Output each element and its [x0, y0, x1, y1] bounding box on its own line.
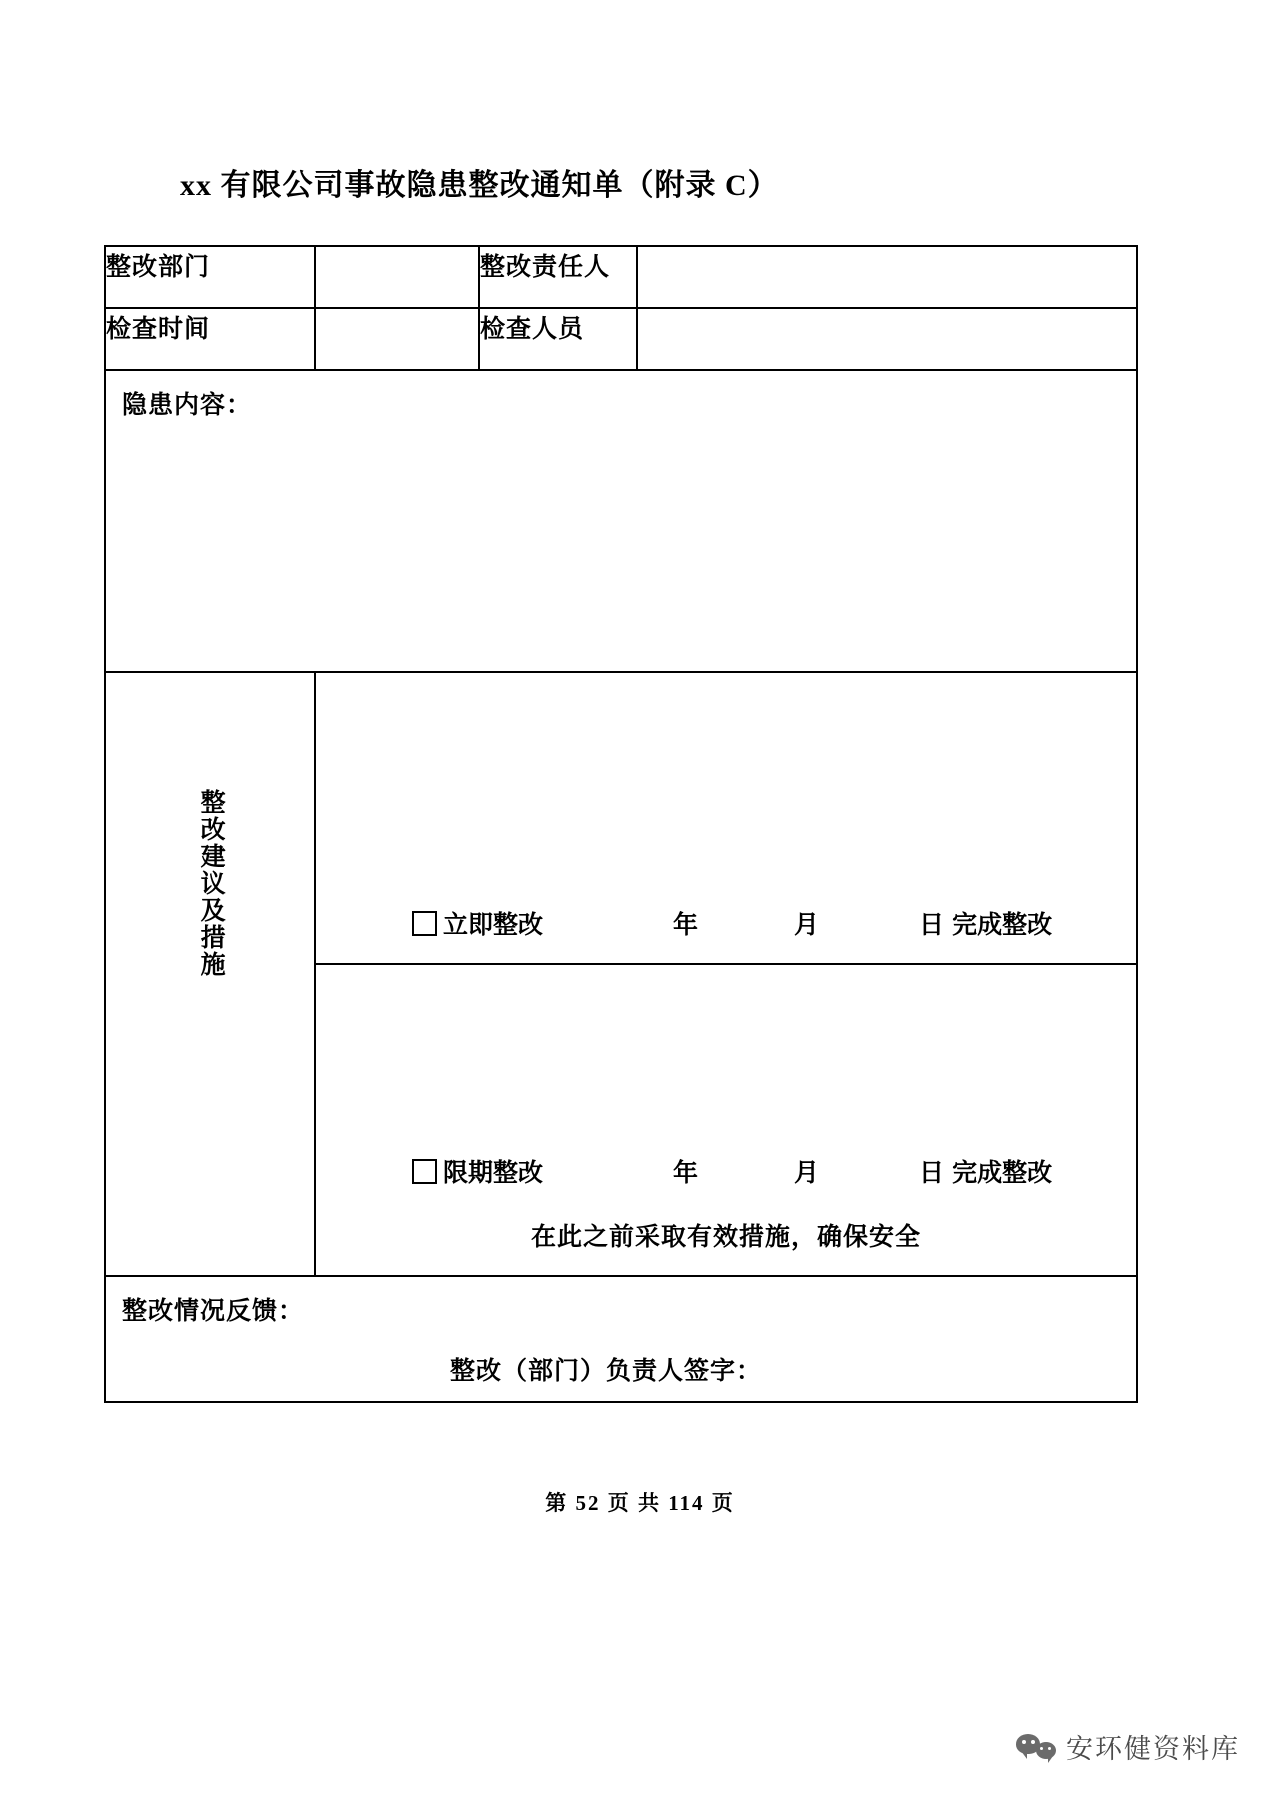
checkbox-immediate-rectification[interactable]	[412, 911, 437, 936]
label-rectification-department: 整改部门	[105, 246, 315, 308]
page-number-footer: 第 52 页 共 114 页	[545, 1491, 735, 1515]
label-hazard-content: 隐患内容：	[122, 392, 253, 419]
label-inspector: 检查人员	[479, 308, 637, 370]
text-complete-deadline: 完成整改	[952, 1160, 1053, 1187]
watermark	[1016, 1727, 1240, 1766]
unit-month-immediate: 月	[794, 912, 820, 939]
table-row	[105, 672, 1137, 964]
unit-year-deadline: 年	[673, 1160, 699, 1187]
hazard-rectification-form	[104, 245, 1138, 1403]
checkbox-deadline-rectification[interactable]	[412, 1159, 437, 1184]
page-title: xx 有限公司事故隐患整改通知单（附录 C）	[180, 169, 779, 202]
field-inspection-time[interactable]	[315, 308, 479, 370]
table-row	[105, 370, 1137, 672]
label-inspection-time: 检查时间	[105, 308, 315, 370]
label-immediate-rectification: 立即整改	[443, 912, 544, 939]
field-deadline-rectification[interactable]	[315, 964, 1137, 1276]
field-hazard-content[interactable]	[105, 370, 1137, 672]
unit-day-immediate: 日	[919, 912, 945, 939]
table-row	[105, 1276, 1137, 1402]
field-immediate-rectification[interactable]	[315, 672, 1137, 964]
unit-day-deadline: 日	[919, 1160, 945, 1187]
wechat-icon	[1016, 1730, 1056, 1764]
table-row	[105, 246, 1137, 308]
label-rectification-feedback: 整改情况反馈：	[122, 1298, 305, 1325]
unit-month-deadline: 月	[794, 1160, 820, 1187]
label-deadline-rectification: 限期整改	[443, 1160, 544, 1187]
note-safety-measures: 在此之前采取有效措施，确保安全	[530, 1224, 921, 1251]
field-rectification-responsible[interactable]	[637, 246, 1137, 308]
text-complete-immediate: 完成整改	[952, 912, 1053, 939]
field-rectification-feedback[interactable]	[105, 1276, 1137, 1402]
table-row	[105, 308, 1137, 370]
unit-year-immediate: 年	[673, 912, 699, 939]
label-measures-vertical: 整改建议及措施	[105, 672, 315, 1276]
label-rectification-responsible: 整改责任人	[479, 246, 637, 308]
field-rectification-department[interactable]	[315, 246, 479, 308]
field-inspector[interactable]	[637, 308, 1137, 370]
label-signature: 整改（部门）负责人签字：	[449, 1358, 762, 1385]
watermark-text: 安环健资料库	[1066, 1734, 1240, 1764]
